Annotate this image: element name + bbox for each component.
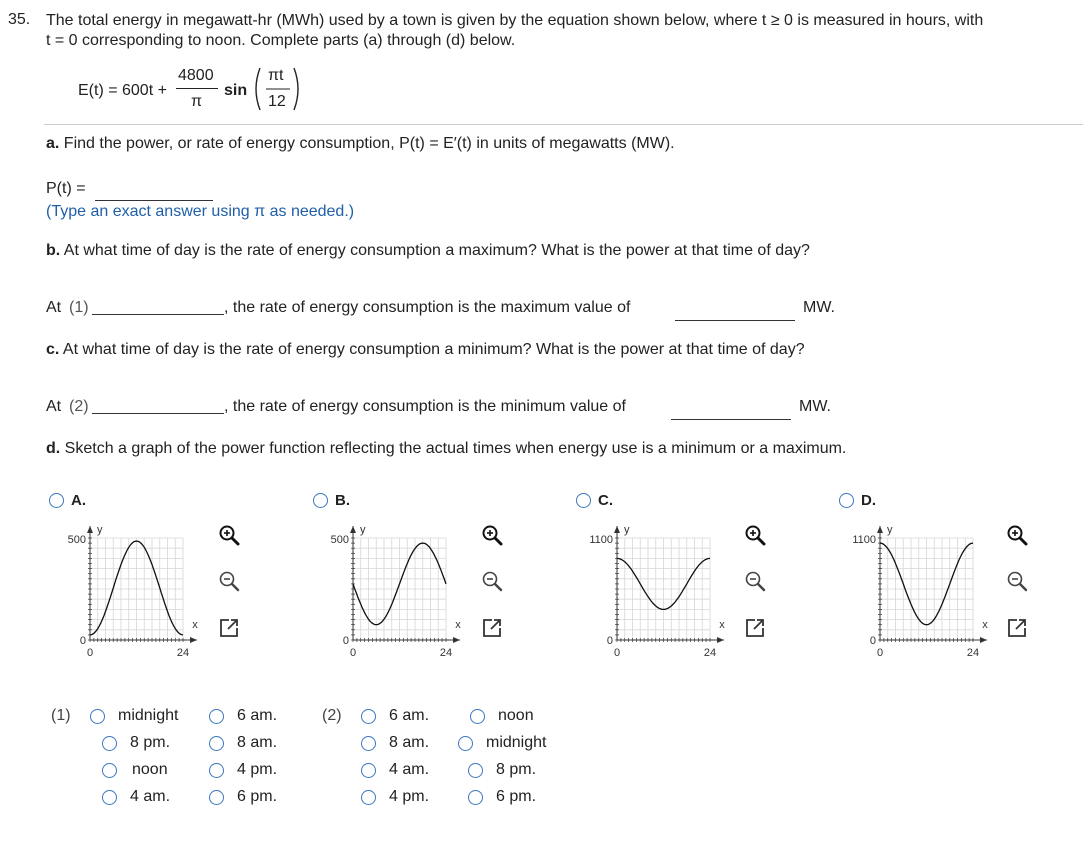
list-1-option[interactable]: 6 pm. (237, 788, 278, 805)
part-c-dropdown-ref: (2) (69, 398, 89, 415)
part-a-hint: (Type an exact answer using π as needed.) (46, 203, 355, 220)
part-a-prompt (46, 135, 675, 153)
zoom-in-icon[interactable] (218, 524, 240, 546)
list-2-option[interactable]: 8 pm. (496, 761, 537, 778)
y-max-label: 500 (67, 534, 86, 546)
fraction-bar (176, 88, 218, 89)
x-zero-label: 0 (876, 647, 884, 659)
graph-option-c-radio[interactable] (576, 493, 591, 508)
equation-arg-num: πt (268, 67, 284, 84)
part-c-label: c. (46, 341, 60, 358)
part-a-answer-row (46, 180, 86, 198)
part-b-unit: MW. (803, 299, 835, 316)
part-b-at: At (46, 299, 62, 316)
list-1-option-radio[interactable] (102, 763, 117, 778)
part-c-prompt (46, 341, 805, 359)
y-zero-label: 0 (342, 635, 349, 647)
x-axis-arrow (453, 637, 460, 643)
x-zero-label: 0 (349, 647, 357, 659)
part-a-label: a. (46, 135, 60, 152)
x-axis-arrow (717, 637, 724, 643)
y-axis-arrow (87, 526, 93, 533)
zoom-out-icon[interactable] (1006, 570, 1028, 592)
list-1-label: (1) (51, 707, 71, 724)
graph-option-b-letter: B. (335, 492, 350, 509)
part-c-at: At (46, 398, 62, 415)
part-c-min-input[interactable] (671, 403, 791, 420)
part-b-prompt (46, 242, 810, 260)
y-axis-arrow (614, 526, 620, 533)
open-window-icon[interactable] (218, 617, 240, 639)
graph-option-a-radio[interactable] (49, 493, 64, 508)
list-2-option[interactable]: 6 pm. (496, 788, 537, 805)
list-2-option-radio[interactable] (468, 790, 483, 805)
graph-b (318, 518, 478, 668)
list-1-option-radio[interactable] (90, 709, 105, 724)
x-24-label: 24 (703, 647, 717, 659)
list-2-option-radio[interactable] (361, 709, 376, 724)
zoom-in-icon[interactable] (1006, 524, 1028, 546)
part-c-mid-text: , the rate of energy consumption is the minimum value of (224, 398, 626, 415)
equation-lhs: E(t) = 600t + (78, 82, 167, 99)
x-axis-label: x (455, 619, 461, 631)
list-2-option-radio[interactable] (470, 709, 485, 724)
equation-arg-den: 12 (268, 93, 286, 110)
zoom-out-icon[interactable] (218, 570, 240, 592)
part-d-label: d. (46, 440, 61, 457)
list-2-option[interactable]: 8 am. (389, 734, 430, 751)
list-2-option[interactable]: 4 am. (389, 761, 430, 778)
graph-grid (353, 538, 446, 640)
part-b-time-dropdown[interactable] (92, 298, 224, 315)
equation-frac-num: 4800 (178, 67, 214, 84)
y-max-label: 500 (330, 534, 349, 546)
y-axis-label: y (97, 524, 103, 536)
list-2-label: (2) (322, 707, 342, 724)
graph-d (845, 518, 1005, 668)
equation-frac-den: π (191, 93, 203, 110)
y-axis-arrow (877, 526, 883, 533)
x-24-label: 24 (176, 647, 190, 659)
x-zero-label: 0 (86, 647, 94, 659)
list-1-option[interactable]: 4 pm. (237, 761, 278, 778)
x-axis-arrow (190, 637, 197, 643)
list-2-option[interactable]: 6 am. (389, 707, 430, 724)
question-line-1: The total energy in megawatt-hr (MWh) used by a town is given by the equation shown below, where t ≥ 0 is measured in hours, with (46, 12, 984, 29)
list-1-option[interactable]: 8 pm. (130, 734, 171, 751)
zoom-out-icon[interactable] (744, 570, 766, 592)
list-1-option[interactable]: midnight (118, 707, 179, 724)
y-zero-label: 0 (79, 635, 86, 647)
y-axis-arrow (350, 526, 356, 533)
list-1-option-radio[interactable] (102, 736, 117, 751)
equation-sin: sin (224, 82, 248, 99)
zoom-out-icon[interactable] (481, 570, 503, 592)
part-a-answer-input[interactable] (95, 184, 213, 201)
graph-c (582, 518, 742, 668)
list-2-option-radio[interactable] (458, 736, 473, 751)
part-c-unit: MW. (799, 398, 831, 415)
part-b-text: At what time of day is the rate of energy consumption a maximum? What is the power at that time of day? (63, 242, 810, 259)
list-2-option[interactable]: 4 pm. (389, 788, 430, 805)
list-1-option[interactable]: 6 am. (237, 707, 278, 724)
question-line-2: t = 0 corresponding to noon. Complete parts (a) through (d) below. (46, 32, 516, 49)
open-window-icon[interactable] (744, 617, 766, 639)
part-d-prompt (46, 440, 846, 458)
open-window-icon[interactable] (481, 617, 503, 639)
part-a-answer-label: P(t) = (46, 180, 86, 197)
x-axis-arrow (980, 637, 987, 643)
x-zero-label: 0 (613, 647, 621, 659)
part-b-mid-text: , the rate of energy consumption is the maximum value of (224, 299, 631, 316)
graph-option-b-radio[interactable] (313, 493, 328, 508)
y-zero-label: 0 (869, 635, 876, 647)
list-1-option[interactable]: noon (132, 761, 168, 778)
question-number: 35. (8, 11, 31, 28)
list-1-option-radio[interactable] (209, 790, 224, 805)
list-1-option[interactable]: 8 am. (237, 734, 278, 751)
zoom-in-icon[interactable] (481, 524, 503, 546)
list-1-option-radio[interactable] (102, 790, 117, 805)
graph-option-d-letter: D. (861, 492, 876, 509)
y-axis-label: y (887, 524, 893, 536)
part-c-text: At what time of day is the rate of energy consumption a minimum? What is the power at that time of day? (62, 341, 805, 358)
list-2-option-radio[interactable] (361, 736, 376, 751)
part-b-dropdown-ref: (1) (69, 299, 89, 316)
part-a-text: Find the power, or rate of energy consumption, P(t) = E′(t) in units of megawatts (MW). (63, 135, 675, 152)
y-axis-label: y (360, 524, 366, 536)
x-24-label: 24 (439, 647, 453, 659)
y-axis-label: y (624, 524, 630, 536)
list-2-option-radio[interactable] (361, 763, 376, 778)
part-b-label: b. (46, 242, 61, 259)
graph-a (55, 518, 215, 668)
part-c-time-dropdown[interactable] (92, 397, 224, 414)
list-1-option-radio[interactable] (209, 763, 224, 778)
list-2-option[interactable]: midnight (486, 734, 547, 751)
graph-option-a-letter: A. (71, 492, 86, 509)
graph-option-d-radio[interactable] (839, 493, 854, 508)
part-b-max-input[interactable] (675, 304, 795, 321)
part-d-text: Sketch a graph of the power function reflecting the actual times when energy use is a minimum or a maximum. (64, 440, 847, 457)
y-max-label: 1100 (852, 534, 876, 546)
x-24-label: 24 (966, 647, 980, 659)
graph-grid (90, 538, 183, 640)
list-1-option-radio[interactable] (209, 709, 224, 724)
list-2-option-radio[interactable] (361, 790, 376, 805)
list-1-option[interactable]: 4 am. (130, 788, 171, 805)
x-axis-label: x (192, 619, 198, 631)
list-2-option[interactable]: noon (498, 707, 534, 724)
graph-option-c-letter: C. (598, 492, 613, 509)
list-1-option-radio[interactable] (209, 736, 224, 751)
list-2-option-radio[interactable] (468, 763, 483, 778)
x-axis-label: x (982, 619, 988, 631)
graph-grid (617, 538, 710, 640)
open-window-icon[interactable] (1006, 617, 1028, 639)
zoom-in-icon[interactable] (744, 524, 766, 546)
divider (44, 124, 1083, 125)
question-text (46, 11, 983, 51)
y-zero-label: 0 (606, 635, 613, 647)
y-max-label: 1100 (589, 534, 613, 546)
x-axis-label: x (719, 619, 725, 631)
